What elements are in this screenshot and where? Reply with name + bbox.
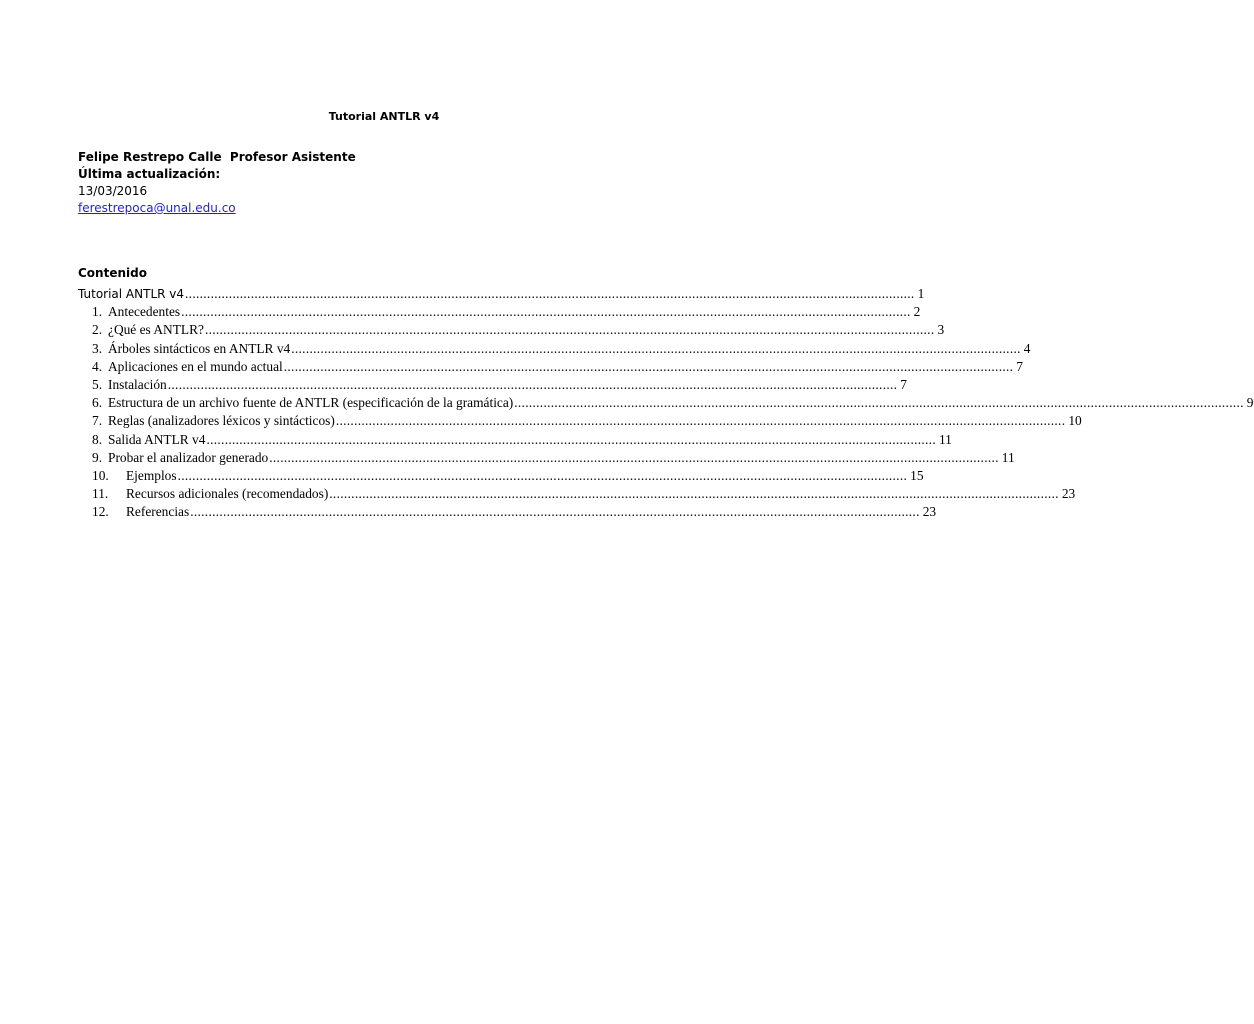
toc-entry-label: Instalación bbox=[108, 376, 167, 392]
toc-entry-label: Ejemplos bbox=[126, 467, 177, 483]
toc-leader: ........................................................................................................................................................................................................ bbox=[335, 413, 1066, 429]
toc-entry-number: 2. bbox=[92, 322, 103, 338]
toc-entry-page: 4 bbox=[1023, 340, 1031, 356]
updated-label: Última actualización: bbox=[78, 167, 221, 181]
toc-entry-page: 11 bbox=[938, 431, 952, 447]
toc-entry[interactable] bbox=[78, 449, 1015, 468]
update-date: 13/03/2016 bbox=[78, 184, 148, 198]
table-of-contents bbox=[78, 286, 1254, 522]
document-meta bbox=[78, 149, 356, 217]
toc-leader: ........................................................................................................................................................................................................ bbox=[329, 486, 1059, 502]
toc-entry[interactable] bbox=[78, 376, 907, 395]
toc-entry-number: 9. bbox=[92, 449, 103, 465]
toc-entry-number: 3. bbox=[92, 340, 103, 356]
toc-entry-label: Tutorial ANTLR v4 bbox=[78, 287, 185, 301]
toc-entry-number: 5. bbox=[92, 376, 103, 392]
toc-entry-page: 1 bbox=[917, 286, 925, 301]
toc-entry-label: Aplicaciones en el mundo actual bbox=[108, 358, 283, 374]
toc-entry-label: Árboles sintácticos en ANTLR v4 bbox=[108, 340, 291, 356]
email-link[interactable]: ferestrepoca@unal.edu.co bbox=[78, 201, 236, 215]
toc-entry[interactable] bbox=[78, 486, 1076, 504]
toc-leader: ........................................................................................................................................................................................................ bbox=[204, 322, 935, 338]
toc-entry-label: ¿Qué es ANTLR? bbox=[108, 322, 204, 338]
toc-entry-page: 7 bbox=[1016, 358, 1023, 374]
toc-entry-page: 11 bbox=[1001, 449, 1015, 465]
toc-entry[interactable] bbox=[78, 413, 1082, 431]
toc-leader: ........................................................................................................................................................................................................ bbox=[514, 395, 1244, 411]
toc-entry-number: 6. bbox=[92, 395, 103, 411]
toc-leader: ........................................................................................................................................................................................................ bbox=[291, 340, 1021, 356]
toc-leader: ........................................................................................................................................................................................................ bbox=[167, 376, 898, 392]
toc-entry-page: 10 bbox=[1068, 413, 1082, 429]
toc-leader: ........................................................................................................................................................................................................ bbox=[181, 304, 911, 320]
toc-leader: ........................................................................................................................................................................................................ bbox=[283, 358, 1014, 374]
toc-entry[interactable] bbox=[78, 504, 937, 522]
toc-entry-page: 15 bbox=[910, 467, 924, 483]
toc-leader: ........................................................................................................................................................................................................ bbox=[269, 449, 999, 465]
toc-entry-page: 7 bbox=[900, 376, 907, 392]
toc-leader: ........................................................................................................................................................................................................ bbox=[206, 431, 936, 447]
toc-entry[interactable] bbox=[78, 340, 1031, 359]
toc-entry[interactable] bbox=[78, 431, 952, 450]
toc-entry-label: Recursos adicionales (recomendados) bbox=[126, 486, 329, 502]
toc-entry-page: 9 bbox=[1246, 395, 1254, 411]
toc-entry-label: Reglas (analizadores léxicos y sintácticos) bbox=[108, 413, 335, 429]
toc-entry-label: Probar el analizador generado bbox=[108, 449, 269, 465]
toc-leader: ........................................................................................................................................................................................................ bbox=[177, 467, 908, 483]
toc-entry[interactable] bbox=[78, 322, 945, 340]
toc-leader: ........................................................................................................................................................................................................ bbox=[190, 504, 920, 520]
toc-entry-title[interactable] bbox=[78, 286, 925, 304]
toc-heading: Contenido bbox=[78, 266, 147, 280]
toc-entry-number: 11. bbox=[92, 486, 109, 502]
toc-entry-number: 10. bbox=[92, 467, 109, 483]
toc-entry-number: 1. bbox=[92, 304, 103, 320]
toc-entry-number: 7. bbox=[92, 413, 103, 429]
toc-entry-page: 2 bbox=[913, 304, 921, 320]
toc-entry-number: 4. bbox=[92, 358, 103, 374]
toc-entry[interactable] bbox=[78, 358, 1023, 377]
toc-entry-label: Estructura de un archivo fuente de ANTLR (especificación de la gramática) bbox=[108, 395, 514, 411]
author-line: Felipe Restrepo Calle Profesor Asistente bbox=[78, 150, 356, 164]
toc-entry-label: Salida ANTLR v4 bbox=[108, 431, 206, 447]
toc-entry-label: Referencias bbox=[126, 504, 190, 520]
document-title: Tutorial ANTLR v4 bbox=[328, 110, 440, 123]
toc-entry[interactable] bbox=[78, 395, 1254, 413]
toc-entry-page: 3 bbox=[937, 322, 945, 338]
toc-entry-page: 23 bbox=[922, 504, 937, 520]
toc-entry-number: 8. bbox=[92, 431, 103, 447]
toc-entry-label: Antecedentes bbox=[108, 304, 181, 320]
toc-leader: ........................................................................................................................................................................................................ bbox=[185, 286, 915, 301]
toc-entry[interactable] bbox=[78, 304, 921, 322]
toc-entry-number: 12. bbox=[92, 504, 109, 520]
toc-entry-page: 23 bbox=[1061, 486, 1076, 502]
toc-entry[interactable] bbox=[78, 467, 924, 486]
